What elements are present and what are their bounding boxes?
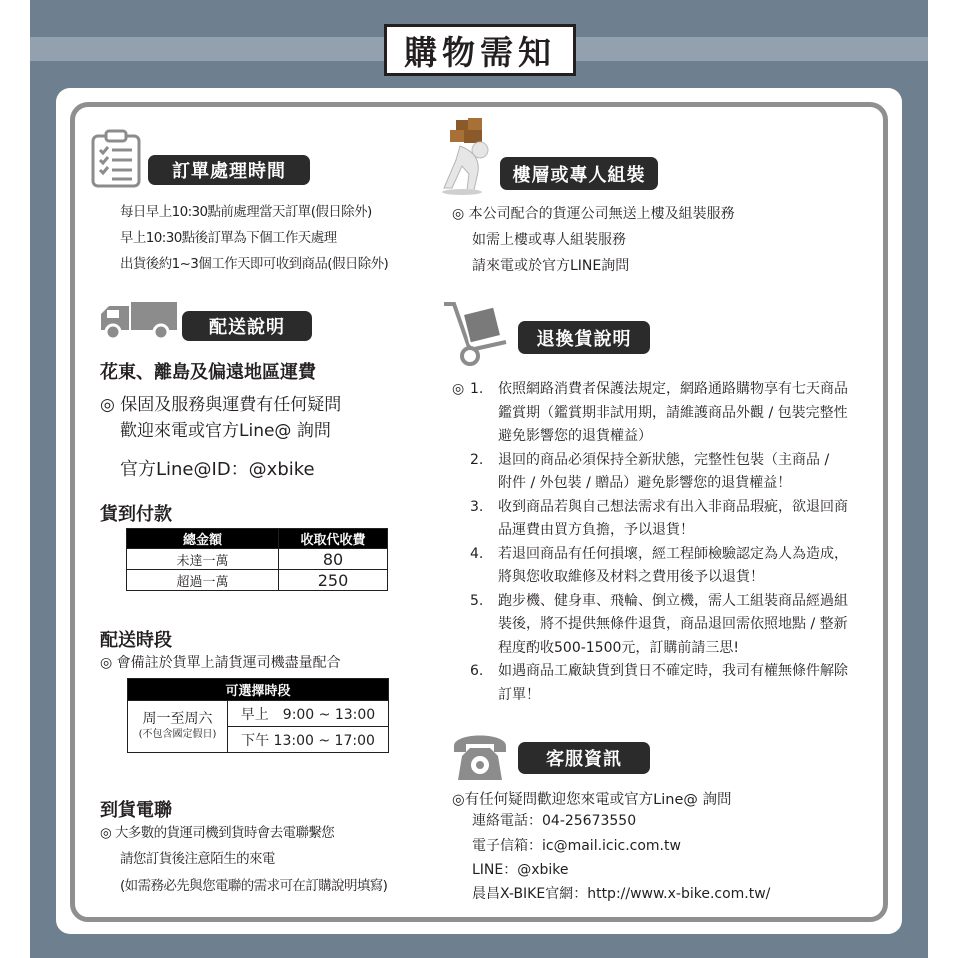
call-line-1: ◎ 大多數的貨運司機到貨時會去電聯繫您 xyxy=(100,825,335,841)
day-range-cell xyxy=(128,701,228,753)
list-item: 3. 收到商品若與自己想法需求有出入非商品瑕疵，欲退回商 xyxy=(470,498,848,515)
delivery-time-heading: 配送時段 xyxy=(100,630,172,651)
remote-line-1: ◎ 保固及服務與運費有任何疑問 xyxy=(100,395,342,415)
list-item: 6. 如遇商品工廠缺貨到貨日不確定時，我司有權無條件解除 xyxy=(470,663,848,679)
list-item: 5. 跑步機、健身車、飛輪、倒立機，需人工組裝商品經過組 xyxy=(470,592,848,609)
arrival-call-heading: 到貨電聯 xyxy=(100,800,172,821)
clipboard-checklist-icon xyxy=(90,128,146,190)
bullet-mark: ◎ xyxy=(452,381,465,397)
page-title: 購物需知 xyxy=(404,32,556,72)
table-row xyxy=(128,701,389,727)
table-row xyxy=(127,549,388,570)
cod-heading: 貨到付款 xyxy=(100,504,172,525)
bullet-mark: ◎ xyxy=(452,792,465,808)
service-line-id: LINE：@xbike xyxy=(472,862,569,878)
order-line-1: 每日早上10:30點前處理當天訂單(假日除外) xyxy=(120,204,372,220)
table-row xyxy=(127,570,388,591)
remote-line-2: 歡迎來電或官方Line@ 詢問 xyxy=(120,421,331,441)
call-line-3: (如需務必先與您電聯的需求可在訂購說明填寫) xyxy=(120,878,388,894)
list-item: 4. 若退回商品有任何損壞，經工程師檢驗認定為人為造成， xyxy=(470,545,848,562)
list-item: ◎ 1. 依照網路消費者保護法規定，網路通路購物享有七天商品 xyxy=(452,378,880,402)
call-line-2: 請您訂貨後注意陌生的來電 xyxy=(120,851,275,867)
bullet-mark: ◎ xyxy=(100,825,112,841)
fee-amount-cell: 超過一萬 xyxy=(127,570,279,591)
person-carrying-boxes-icon xyxy=(440,116,502,196)
bullet-mark: ◎ xyxy=(100,395,115,415)
assembly-section-title: 樓層或專人組裝 xyxy=(500,157,658,190)
bullet-mark: ◎ xyxy=(100,655,113,671)
order-line-3: 出貨後約1~3個工作天即可收到商品(假日除外) xyxy=(120,256,389,272)
assembly-line-3: 請來電或於官方LINE詢問 xyxy=(472,258,630,274)
hand-truck-icon xyxy=(440,298,512,368)
remote-fee-heading: 花東、離島及偏遠地區運費 xyxy=(100,362,316,383)
service-section-title: 客服資訊 xyxy=(518,742,650,774)
fee-header-total: 總金額 xyxy=(127,529,279,549)
telephone-icon xyxy=(452,730,508,782)
day-range-label: 周一至周六 xyxy=(142,710,213,727)
cod-fee-table xyxy=(126,528,388,591)
list-item: 2. 退回的商品必須保持全新狀態，完整性包裝（主商品 / xyxy=(470,451,830,468)
day-range-sublabel: (不包含國定假日) xyxy=(138,728,217,740)
time-slot-morning: 早上 9:00 ~ 13:00 xyxy=(228,701,389,727)
truck-icon xyxy=(99,300,179,342)
fee-header-charge: 收取代收費 xyxy=(279,529,388,549)
return-policy-list: ◎ 1. 依照網路消費者保護法規定，網路通路購物享有七天商品 鑑賞期（鑑賞期非試用期，請維護商品外觀 / 包裝完整性 避免影響您的退貨權益） 2. 退回的商品必須保持全新狀態，完整性包裝（主商品 / 附件 / 外包裝 / 贈品）避免影響您的退貨權益！ 3. 收到商品若與自己想法需求有出入非商品瑕疵，欲退回商 品運費由買方負擔，予以退貨！ 4. 若退回商品有任何損壞，經工程師檢驗認定為人為造成， 將與您收取維修及材料之費用後予以退貨！ 5. 跑步機、健身車、飛輪、倒立機，需人工組裝商品經過組 裝後，將不提供無條件退貨，商品退回需依照地點 / 整新 程度酌收500-1500元，訂購前請三思! 6. 如遇商品工廠缺貨到貨日不確定時，我司有權無條件解除 訂單！ xyxy=(452,378,880,707)
assembly-line-2: 如需上樓或專人組裝服務 xyxy=(472,232,626,248)
service-phone: 連絡電話：04-25673550 xyxy=(472,813,637,829)
time-table-header: 可選擇時段 xyxy=(128,679,389,701)
return-section-title: 退換貨說明 xyxy=(518,321,650,354)
fee-value-cell: 80 xyxy=(279,549,388,570)
bullet-mark: ◎ xyxy=(452,206,465,222)
time-slot-afternoon: 下午 13:00 ~ 17:00 xyxy=(228,727,389,753)
assembly-line-1: ◎ 本公司配合的貨運公司無送上樓及組裝服務 xyxy=(452,206,735,222)
delivery-time-table xyxy=(127,678,389,753)
fee-amount-cell: 未達一萬 xyxy=(127,549,279,570)
service-website: 晨昌X-BIKE官網：http://www.x-bike.com.tw/ xyxy=(472,886,771,902)
fee-value-cell: 250 xyxy=(279,570,388,591)
delivery-section-title: 配送說明 xyxy=(182,311,312,341)
order-line-2: 早上10:30點後訂單為下個工作天處理 xyxy=(120,230,337,246)
order-section-title: 訂單處理時間 xyxy=(148,155,310,185)
line-id: 官方Line@ID：@xbike xyxy=(120,459,315,480)
title-box xyxy=(384,24,576,76)
service-line-1: ◎有任何疑問歡迎您來電或官方Line@ 詢問 xyxy=(452,792,732,808)
delivery-time-note: ◎ 會備註於貨單上請貨運司機盡量配合 xyxy=(100,655,341,671)
service-email: 電子信箱：ic@mail.icic.com.tw xyxy=(472,838,681,854)
